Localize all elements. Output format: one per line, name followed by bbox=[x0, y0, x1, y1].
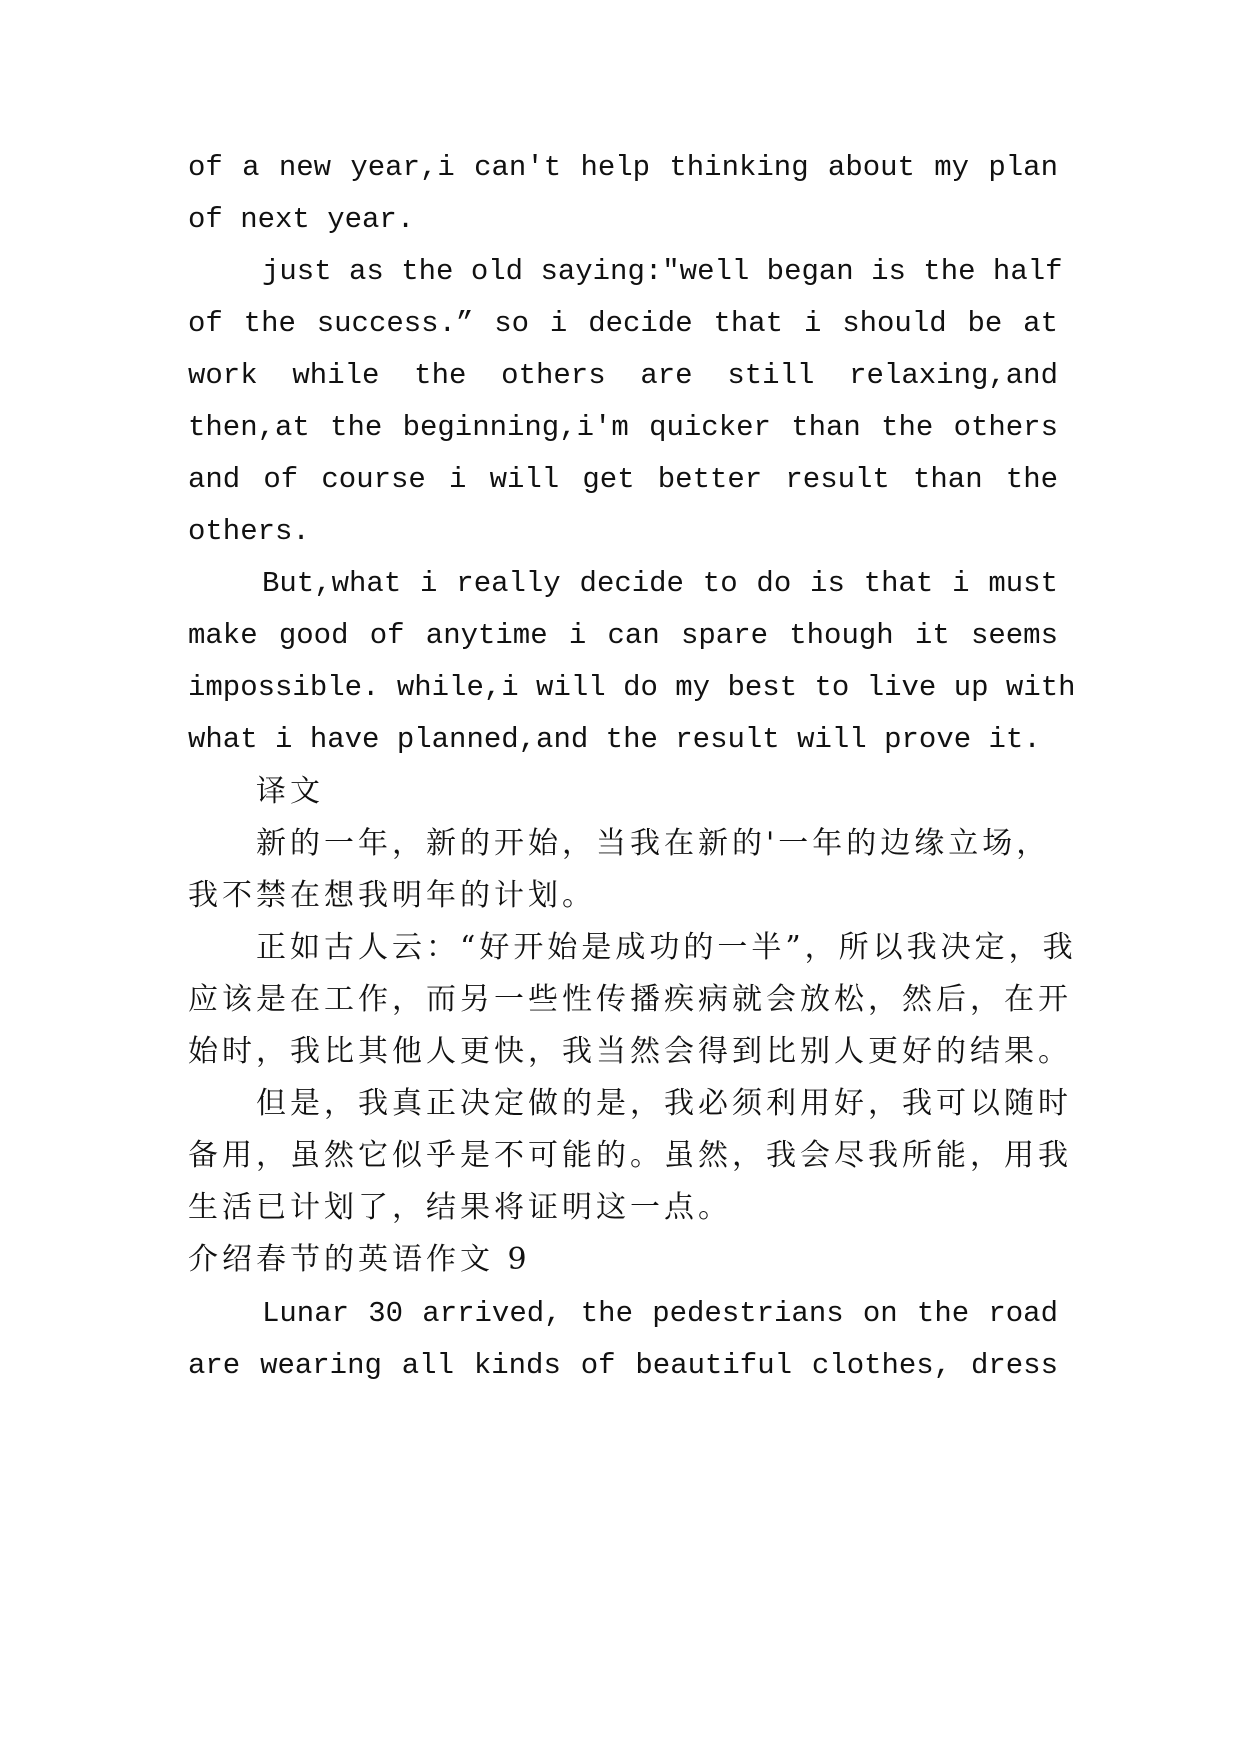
body-text-line: of next year. bbox=[188, 203, 415, 236]
cn-text-line: 正如古人云：“好开始是成功的一半”，所以我决定，我 bbox=[256, 930, 1077, 965]
cn-text-line: 应该是在工作，而另一些性传播疾病就会放松，然后，在开 bbox=[188, 982, 1072, 1017]
cn-text-line: 生活已计划了，结果将证明这一点。 bbox=[188, 1190, 732, 1225]
body-text-line: work while the others are still relaxing,and bbox=[188, 359, 1058, 392]
body-text-line: make good of anytime i can spare though it seems bbox=[188, 619, 1058, 652]
cn-text-line: 新的一年，新的开始，当我在新的'一年的边缘立场， bbox=[256, 826, 1051, 861]
body-text-line: Lunar 30 arrived, the pedestrians on the road bbox=[262, 1297, 1058, 1330]
translation-heading: 译文 bbox=[256, 774, 324, 809]
body-text-line: just as the old saying:"well began is the half bbox=[262, 255, 1063, 288]
body-text-line: of the success.” so i decide that i should be at bbox=[188, 307, 1058, 340]
cn-text-line: 始时，我比其他人更快，我当然会得到比别人更好的结果。 bbox=[188, 1034, 1072, 1069]
cn-text-line: 备用，虽然它似乎是不可能的。虽然，我会尽我所能，用我 bbox=[188, 1138, 1072, 1173]
body-text-line: others. bbox=[188, 515, 310, 548]
cn-text-line: 我不禁在想我明年的计划。 bbox=[188, 878, 596, 913]
body-text-line: and of course i will get better result than the bbox=[188, 463, 1058, 496]
body-text-line: then,at the beginning,i'm quicker than the others bbox=[188, 411, 1058, 444]
cn-text-line: 但是，我真正决定做的是，我必须利用好，我可以随时 bbox=[256, 1086, 1072, 1121]
body-text-line: of a new year,i can't help thinking about my plan bbox=[188, 151, 1058, 184]
body-text-line: are wearing all kinds of beautiful clothes, dress bbox=[188, 1349, 1058, 1382]
section-heading: 介绍春节的英语作文 9 bbox=[188, 1242, 531, 1277]
body-text-line: But,what i really decide to do is that i must bbox=[262, 567, 1058, 600]
body-text-line: impossible. while,i will do my best to live up with bbox=[188, 671, 1076, 704]
body-text-line: what i have planned,and the result will prove it. bbox=[188, 723, 1041, 756]
